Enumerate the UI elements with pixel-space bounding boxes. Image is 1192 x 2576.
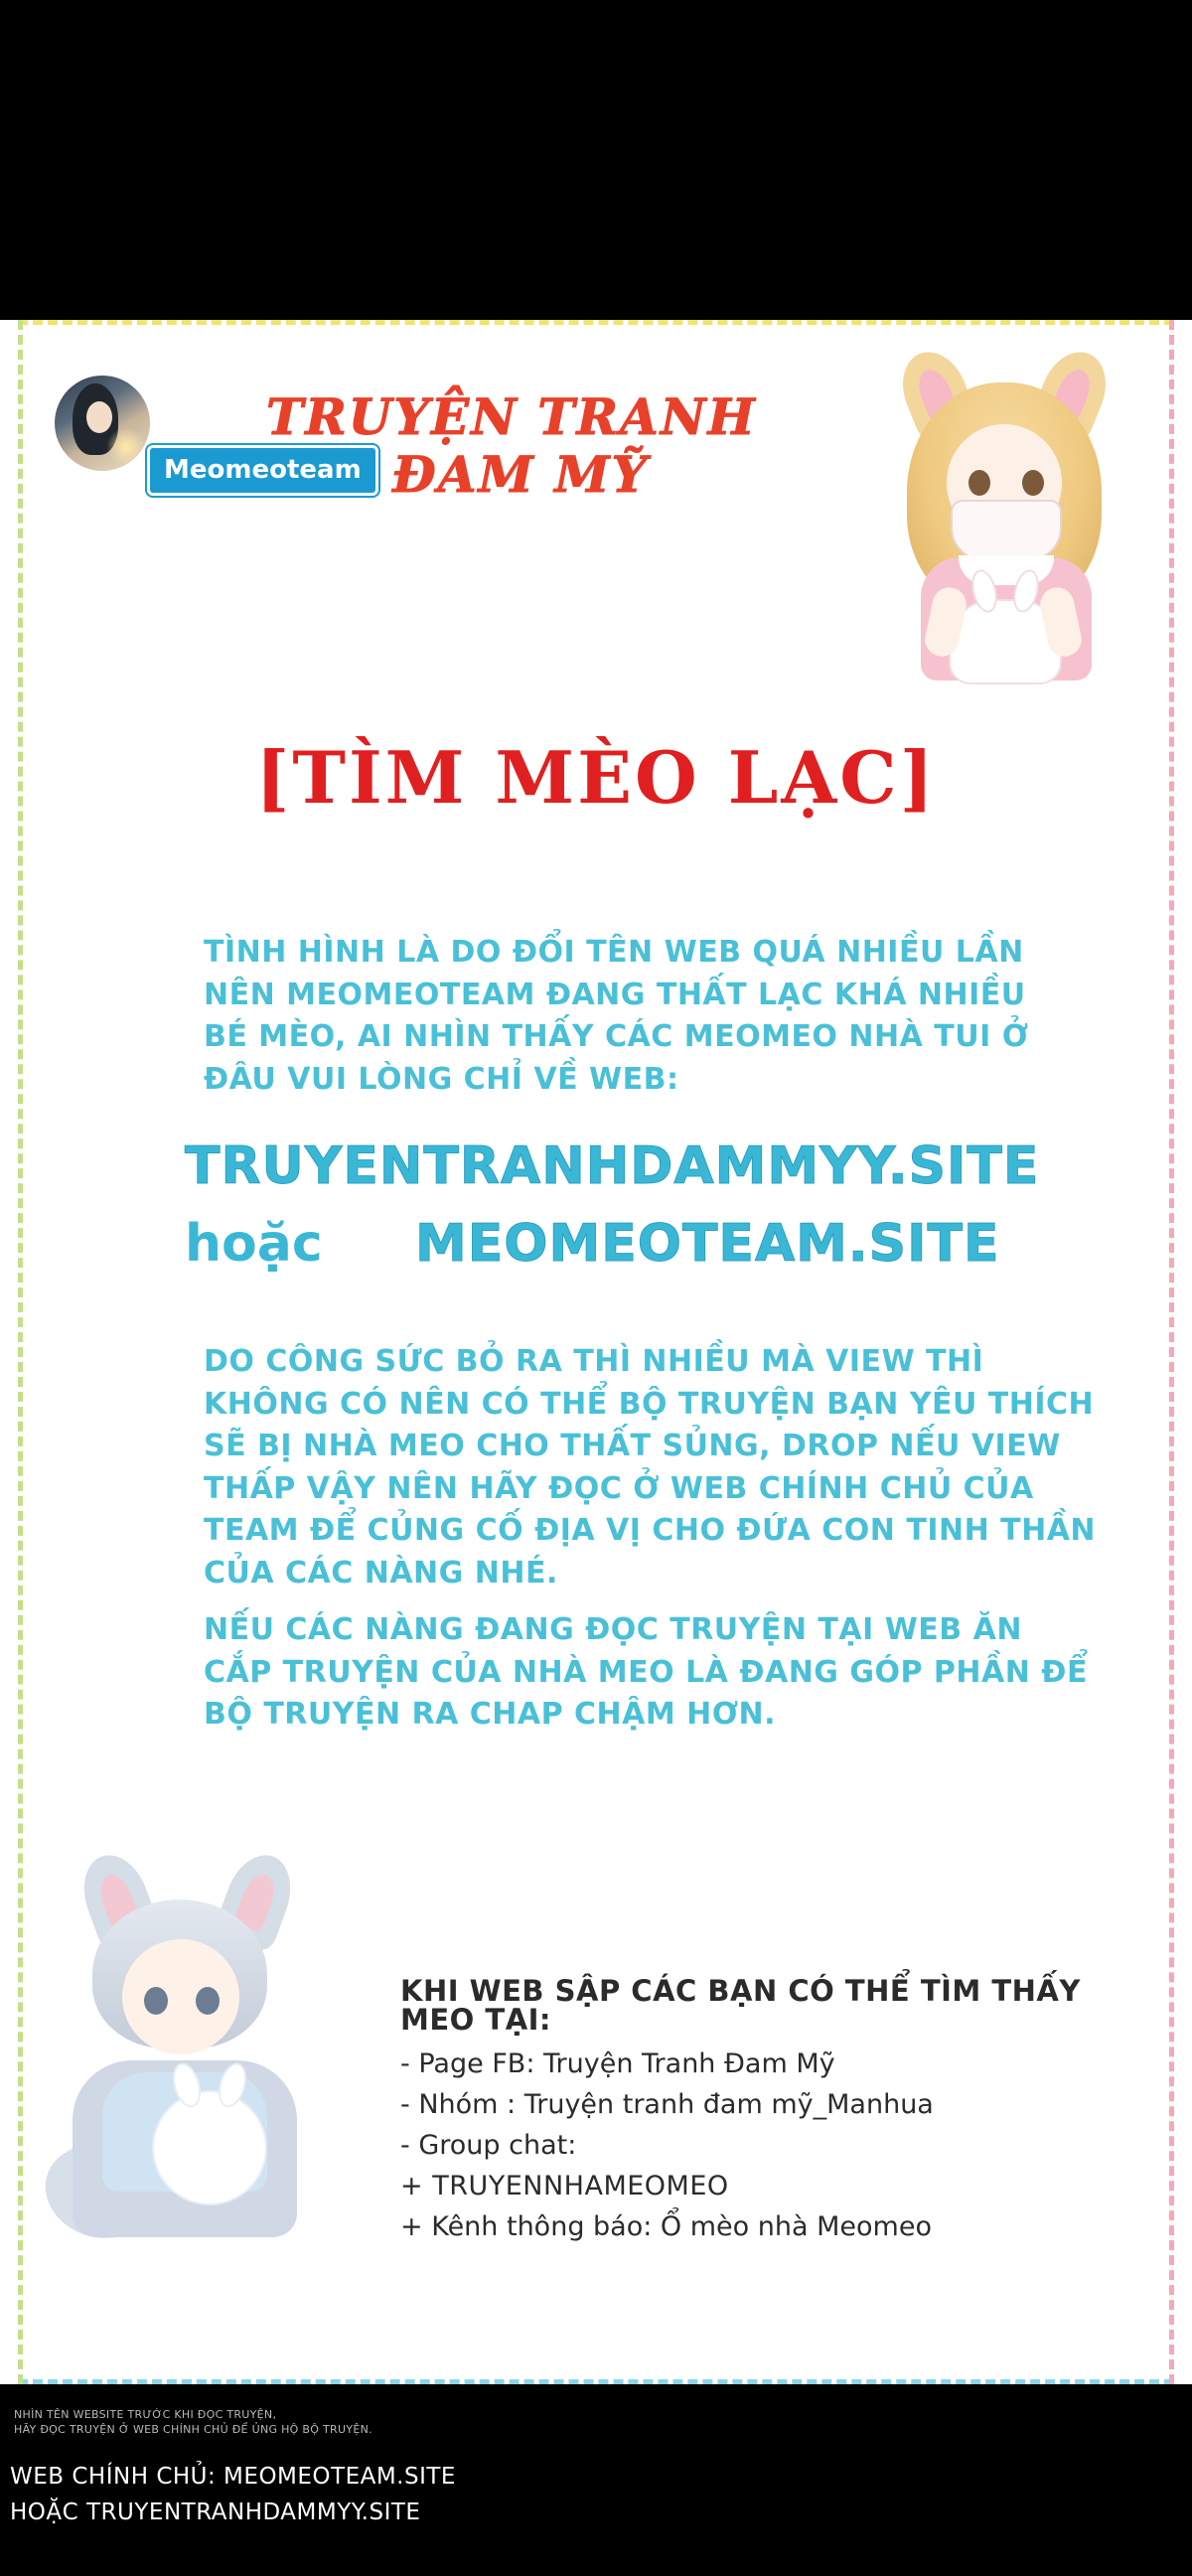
boy-face: [122, 1939, 239, 2054]
boy-character-illustration: [45, 1848, 328, 2265]
girl-character-illustration: [889, 353, 1118, 681]
primary-website-url[interactable]: TRUYENTRANHDAMMYY.SITE: [185, 1136, 1040, 1196]
contact-item[interactable]: - Nhóm : Truyện tranh đam mỹ_Manhua: [400, 2089, 934, 2120]
avatar-glow: [106, 427, 146, 467]
contact-block: [400, 1974, 1096, 2254]
avatar-face: [86, 401, 112, 433]
girl-face-mask: [951, 500, 1062, 561]
footer-fine-print-line-1: NHÌN TÊN WEBSITE TRƯỚC KHI ĐỌC TRUYỆN,: [14, 2408, 277, 2421]
frame-edge-left: [18, 320, 23, 2384]
footer-official-site-1: WEB CHÍNH CHỦ: MEOMEOTEAM.SITE: [10, 2464, 456, 2490]
boy-plush-toy: [152, 2090, 267, 2205]
contact-item: - Group chat:: [400, 2130, 577, 2161]
frame-edge-right: [1169, 320, 1174, 2384]
page-title: [TÌM MÈO LẠC]: [255, 735, 937, 820]
team-avatar: [55, 376, 150, 471]
footer-fine-print-line-2: HÃY ĐỌC TRUYỆN Ở WEB CHÍNH CHỦ ĐỂ ỦNG HỘ BỘ TRUYỆN.: [14, 2422, 372, 2436]
footer-official-site-2: HOẶC TRUYENTRANHDAMMYY.SITE: [10, 2500, 421, 2525]
contact-item[interactable]: + TRUYENNHAMEOMEO: [400, 2171, 729, 2201]
secondary-website-url[interactable]: MEOMEOTEAM.SITE: [415, 1214, 1000, 1274]
website-or-label: hoặc: [185, 1214, 323, 1274]
contact-title: KHI WEB SẬP CÁC BẠN CÓ THỂ TÌM THẤY MEO TẠI:: [400, 1974, 1081, 2037]
team-name-badge: Meomeoteam: [147, 445, 378, 496]
frame-edge-bottom: [18, 2379, 1174, 2384]
brand-title-line-1: TRUYỆN TRANH: [266, 387, 757, 446]
footer-fine-print: [14, 2408, 372, 2438]
boy-eye-right: [196, 1987, 220, 2015]
girl-eye-right: [1022, 470, 1044, 496]
girl-eye-left: [968, 470, 990, 496]
contact-item[interactable]: + Kênh thông báo: Ổ mèo nhà Meomeo: [400, 2211, 932, 2242]
paragraph-warning: NẾU CÁC NÀNG ĐANG ĐỌC TRUYỆN TẠI WEB ĂN CẮP TRUYỆN CỦA NHÀ MEO LÀ ĐANG GÓP PHẦN ĐỂ BỘ TRUYỆN RA CHAP CHẬM HƠN.: [204, 1612, 1088, 1733]
contact-item[interactable]: - Page FB: Truyện Tranh Đam Mỹ: [400, 2048, 835, 2079]
top-black-band: [0, 0, 1192, 320]
frame-edge-top: [18, 320, 1174, 325]
boy-eye-left: [144, 1987, 168, 2015]
paragraph-support: DO CÔNG SỨC BỎ RA THÌ NHIỀU MÀ VIEW THÌ KHÔNG CÓ NÊN CÓ THỂ BỘ TRUYỆN BẠN YÊU THÍCH SẼ BỊ NHÀ MEO CHO THẤT SỦNG, DROP NẾU VIEW THẤP VẬY NÊN HÃY ĐỌC Ở WEB CHÍNH CHỦ CỦA TEAM ĐỂ CỦNG CỐ ĐỊA VỊ CHO ĐỨA CON TINH THẦN CỦA CÁC NÀNG NHÉ.: [204, 1344, 1097, 1591]
brand-title-line-2: ĐAM MỸ: [392, 445, 650, 504]
paragraph-intro: TÌNH HÌNH LÀ DO ĐỔI TÊN WEB QUÁ NHIỀU LẦN NÊN MEOMEOTEAM ĐANG THẤT LẠC KHÁ NHIỀU BÉ MÈO, AI NHÌN THẤY CÁC MEOMEO NHÀ TUI Ở ĐÂU VUI LÒNG CHỈ VỀ WEB:: [204, 935, 1029, 1097]
